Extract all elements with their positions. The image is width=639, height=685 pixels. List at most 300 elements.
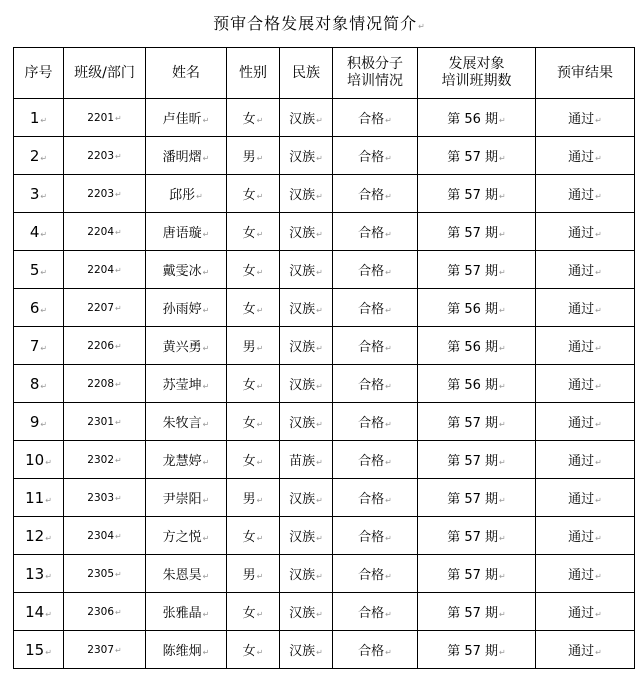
cell-class-dept [64, 593, 146, 631]
cell-index-text: 12 [25, 526, 45, 545]
paragraph-mark-icon: ↵ [202, 230, 210, 239]
paragraph-mark-icon: ↵ [316, 382, 323, 391]
cell-index [14, 213, 64, 251]
cell-candidate-training [418, 175, 536, 213]
paragraph-mark-icon: ↵ [595, 230, 602, 239]
paragraph-mark-icon: ↵ [115, 189, 122, 199]
cell-result [536, 479, 635, 517]
paragraph-mark-icon: ↵ [595, 192, 602, 201]
cell-ethnicity-text: 汉族 [289, 416, 316, 431]
cell-result [536, 517, 635, 555]
cell-ethnicity [280, 99, 333, 137]
paragraph-mark-icon: ↵ [115, 607, 122, 617]
cell-name [146, 479, 227, 517]
paragraph-mark-icon: ↵ [385, 572, 392, 581]
paragraph-mark-icon: ↵ [385, 382, 392, 391]
cell-class-dept [64, 441, 146, 479]
paragraph-mark-icon: ↵ [115, 303, 122, 313]
cell-ethnicity [280, 289, 333, 327]
table-row [14, 479, 635, 517]
cell-name-text: 龙慧婷 [162, 454, 202, 469]
cell-candidate-training [418, 441, 536, 479]
cell-activist-training [333, 213, 418, 251]
paragraph-mark-icon: ↵ [385, 116, 392, 125]
paragraph-mark-icon: ↵ [595, 648, 602, 657]
cell-gender-text: 女 [242, 226, 256, 241]
cell-gender-text: 女 [242, 606, 256, 621]
paragraph-mark-icon: ↵ [499, 154, 506, 163]
cell-activist-training-text: 合格 [358, 492, 385, 507]
table-row [14, 137, 635, 175]
cell-ethnicity-text: 汉族 [289, 150, 316, 165]
cell-name-text: 朱牧言 [162, 416, 202, 431]
cell-result [536, 593, 635, 631]
cell-ethnicity [280, 631, 333, 669]
paragraph-mark-icon: ↵ [499, 496, 506, 505]
cell-activist-training [333, 251, 418, 289]
cell-activist-training-text: 合格 [358, 378, 385, 393]
cell-activist-training [333, 403, 418, 441]
paragraph-mark-icon: ↵ [115, 265, 122, 275]
cell-result-text: 通过 [568, 568, 595, 583]
cell-name-text: 尹崇阳 [162, 492, 202, 507]
cell-class-dept [64, 479, 146, 517]
cell-ethnicity [280, 555, 333, 593]
cell-result [536, 403, 635, 441]
table-row [14, 327, 635, 365]
cell-ethnicity-text: 苗族 [289, 454, 316, 469]
paragraph-mark-icon: ↵ [256, 458, 264, 467]
paragraph-mark-icon: ↵ [385, 420, 392, 429]
paragraph-mark-icon: ↵ [256, 534, 264, 543]
paragraph-mark-icon: ↵ [40, 305, 48, 315]
table-row [14, 555, 635, 593]
paragraph-mark-icon: ↵ [499, 610, 506, 619]
cell-name [146, 365, 227, 403]
paragraph-mark-icon: ↵ [418, 22, 426, 31]
cell-candidate-training-text: 第 57 期 [447, 530, 499, 545]
table-row [14, 631, 635, 669]
table-header-row [14, 48, 635, 99]
paragraph-mark-icon: ↵ [385, 306, 392, 315]
paragraph-mark-icon: ↵ [115, 227, 122, 237]
cell-name-text: 唐语璇 [162, 226, 202, 241]
paragraph-mark-icon: ↵ [499, 306, 506, 315]
cell-result [536, 365, 635, 403]
paragraph-mark-icon: ↵ [316, 610, 323, 619]
cell-candidate-training [418, 555, 536, 593]
cell-candidate-training-text: 第 56 期 [447, 302, 499, 317]
paragraph-mark-icon: ↵ [499, 572, 506, 581]
paragraph-mark-icon: ↵ [499, 268, 506, 277]
cell-candidate-training [418, 327, 536, 365]
cell-candidate-training-text: 第 56 期 [447, 340, 499, 355]
paragraph-mark-icon: ↵ [595, 154, 602, 163]
paragraph-mark-icon: ↵ [499, 458, 506, 467]
cell-class-dept [64, 137, 146, 175]
cell-activist-training-text: 合格 [358, 454, 385, 469]
paragraph-mark-icon: ↵ [385, 648, 392, 657]
paragraph-mark-icon: ↵ [202, 306, 210, 315]
cell-index-text: 10 [25, 450, 45, 469]
cell-result-text: 通过 [568, 150, 595, 165]
cell-class-dept-text: 2201 [87, 111, 115, 124]
cell-index [14, 403, 64, 441]
cell-candidate-training [418, 213, 536, 251]
cell-activist-training-text: 合格 [358, 302, 385, 317]
cell-class-dept [64, 555, 146, 593]
cell-index [14, 555, 64, 593]
cell-name [146, 175, 227, 213]
paragraph-mark-icon: ↵ [256, 382, 264, 391]
cell-gender [227, 441, 280, 479]
cell-candidate-training [418, 251, 536, 289]
cell-activist-training [333, 441, 418, 479]
paragraph-mark-icon: ↵ [45, 609, 52, 619]
paragraph-mark-icon: ↵ [115, 341, 122, 351]
paragraph-mark-icon: ↵ [316, 268, 323, 277]
paragraph-mark-icon: ↵ [202, 420, 210, 429]
cell-candidate-training [418, 365, 536, 403]
cell-class-dept-text: 2302 [87, 453, 115, 466]
cell-ethnicity-text: 汉族 [289, 568, 316, 583]
paragraph-mark-icon: ↵ [115, 645, 122, 655]
cell-name [146, 213, 227, 251]
cell-index-text: 7 [29, 336, 40, 355]
cell-result-text: 通过 [568, 644, 595, 659]
cell-gender [227, 593, 280, 631]
cell-ethnicity [280, 403, 333, 441]
paragraph-mark-icon: ↵ [115, 417, 122, 427]
paragraph-mark-icon: ↵ [316, 306, 323, 315]
paragraph-mark-icon: ↵ [595, 572, 602, 581]
cell-result [536, 251, 635, 289]
header-activist-training: 积极分子 培训情况 [333, 48, 418, 99]
cell-class-dept [64, 289, 146, 327]
cell-gender-text: 女 [242, 188, 256, 203]
paragraph-mark-icon: ↵ [316, 420, 323, 429]
cell-index-text: 14 [25, 602, 45, 621]
cell-ethnicity [280, 479, 333, 517]
cell-name-text: 邱彤 [169, 188, 196, 203]
cell-class-dept [64, 517, 146, 555]
cell-name [146, 99, 227, 137]
cell-name [146, 327, 227, 365]
table-row [14, 175, 635, 213]
paragraph-mark-icon: ↵ [595, 306, 602, 315]
paragraph-mark-icon: ↵ [40, 191, 48, 201]
cell-class-dept-text: 2203 [87, 149, 115, 162]
cell-gender-text: 女 [242, 302, 256, 317]
paragraph-mark-icon: ↵ [45, 457, 52, 467]
cell-gender [227, 365, 280, 403]
cell-index [14, 517, 64, 555]
cell-activist-training [333, 517, 418, 555]
paragraph-mark-icon: ↵ [316, 572, 323, 581]
cell-activist-training [333, 327, 418, 365]
cell-gender [227, 289, 280, 327]
cell-class-dept [64, 631, 146, 669]
cell-name-text: 黄兴勇 [162, 340, 202, 355]
paragraph-mark-icon: ↵ [595, 344, 602, 353]
cell-activist-training-text: 合格 [358, 340, 385, 355]
paragraph-mark-icon: ↵ [595, 610, 602, 619]
cell-candidate-training-text: 第 57 期 [447, 644, 499, 659]
paragraph-mark-icon: ↵ [115, 379, 122, 389]
cell-gender-text: 女 [242, 454, 256, 469]
cell-result [536, 175, 635, 213]
header-candidate-training: 发展对象 培训班期数 [418, 48, 536, 99]
cell-name [146, 441, 227, 479]
cell-ethnicity-text: 汉族 [289, 378, 316, 393]
cell-gender-text: 女 [242, 530, 256, 545]
cell-candidate-training-text: 第 56 期 [447, 112, 499, 127]
cell-class-dept-text: 2304 [87, 529, 115, 542]
cell-index [14, 251, 64, 289]
cell-result-text: 通过 [568, 378, 595, 393]
cell-ethnicity-text: 汉族 [289, 226, 316, 241]
cell-class-dept-text: 2204 [87, 225, 115, 238]
cell-index-text: 9 [29, 412, 40, 431]
cell-ethnicity [280, 213, 333, 251]
paragraph-mark-icon: ↵ [385, 496, 392, 505]
cell-gender-text: 女 [242, 264, 256, 279]
cell-result-text: 通过 [568, 340, 595, 355]
cell-candidate-training [418, 631, 536, 669]
header-index: 序号 [14, 48, 64, 99]
cell-name-text: 戴雯冰 [162, 264, 202, 279]
cell-candidate-training [418, 403, 536, 441]
paragraph-mark-icon: ↵ [256, 116, 264, 125]
paragraph-mark-icon: ↵ [499, 534, 506, 543]
paragraph-mark-icon: ↵ [202, 458, 210, 467]
cell-name [146, 517, 227, 555]
cell-candidate-training-text: 第 57 期 [447, 492, 499, 507]
table-row [14, 365, 635, 403]
cell-index [14, 479, 64, 517]
cell-ethnicity-text: 汉族 [289, 606, 316, 621]
paragraph-mark-icon: ↵ [45, 495, 52, 505]
cell-result [536, 289, 635, 327]
cell-class-dept-text: 2206 [87, 339, 115, 352]
paragraph-mark-icon: ↵ [316, 648, 323, 657]
cell-name-text: 卢佳昕 [162, 112, 202, 127]
cell-candidate-training [418, 289, 536, 327]
cell-result [536, 213, 635, 251]
paragraph-mark-icon: ↵ [385, 344, 392, 353]
cell-class-dept-text: 2203 [87, 187, 115, 200]
cell-activist-training [333, 137, 418, 175]
paragraph-mark-icon: ↵ [316, 154, 323, 163]
cell-result-text: 通过 [568, 454, 595, 469]
cell-result [536, 327, 635, 365]
cell-gender [227, 327, 280, 365]
candidate-table [13, 47, 635, 669]
paragraph-mark-icon: ↵ [316, 230, 323, 239]
cell-ethnicity [280, 251, 333, 289]
paragraph-mark-icon: ↵ [595, 496, 602, 505]
paragraph-mark-icon: ↵ [196, 192, 203, 201]
cell-ethnicity [280, 441, 333, 479]
paragraph-mark-icon: ↵ [202, 496, 210, 505]
cell-ethnicity-text: 汉族 [289, 112, 316, 127]
paragraph-mark-icon: ↵ [316, 192, 323, 201]
paragraph-mark-icon: ↵ [40, 153, 48, 163]
paragraph-mark-icon: ↵ [40, 267, 48, 277]
cell-index [14, 99, 64, 137]
paragraph-mark-icon: ↵ [256, 344, 264, 353]
cell-activist-training-text: 合格 [358, 226, 385, 241]
cell-activist-training-text: 合格 [358, 188, 385, 203]
cell-result-text: 通过 [568, 188, 595, 203]
cell-gender [227, 137, 280, 175]
paragraph-mark-icon: ↵ [115, 531, 122, 541]
cell-ethnicity-text: 汉族 [289, 644, 316, 659]
paragraph-mark-icon: ↵ [256, 496, 264, 505]
document-title-text: 预审合格发展对象情况简介 [213, 14, 418, 33]
paragraph-mark-icon: ↵ [499, 230, 506, 239]
paragraph-mark-icon: ↵ [202, 154, 210, 163]
paragraph-mark-icon: ↵ [256, 154, 264, 163]
paragraph-mark-icon: ↵ [115, 493, 122, 503]
cell-ethnicity-text: 汉族 [289, 188, 316, 203]
paragraph-mark-icon: ↵ [45, 647, 52, 657]
table-row [14, 593, 635, 631]
paragraph-mark-icon: ↵ [499, 382, 506, 391]
paragraph-mark-icon: ↵ [256, 192, 264, 201]
cell-candidate-training-text: 第 57 期 [447, 150, 499, 165]
cell-ethnicity-text: 汉族 [289, 264, 316, 279]
table-row [14, 251, 635, 289]
cell-ethnicity [280, 137, 333, 175]
paragraph-mark-icon: ↵ [595, 534, 602, 543]
paragraph-mark-icon: ↵ [256, 610, 264, 619]
cell-index [14, 365, 64, 403]
cell-index [14, 137, 64, 175]
paragraph-mark-icon: ↵ [40, 419, 48, 429]
cell-class-dept-text: 2204 [87, 263, 115, 276]
paragraph-mark-icon: ↵ [202, 534, 210, 543]
cell-result-text: 通过 [568, 226, 595, 241]
cell-candidate-training [418, 517, 536, 555]
cell-name-text: 方之悦 [162, 530, 202, 545]
cell-candidate-training-text: 第 57 期 [447, 606, 499, 621]
cell-class-dept [64, 403, 146, 441]
cell-ethnicity-text: 汉族 [289, 492, 316, 507]
paragraph-mark-icon: ↵ [115, 569, 122, 579]
cell-index-text: 3 [29, 184, 40, 203]
cell-gender-text: 女 [242, 112, 256, 127]
cell-activist-training [333, 289, 418, 327]
cell-name-text: 潘明熠 [162, 150, 202, 165]
header-class-dept: 班级/部门 [64, 48, 146, 99]
cell-class-dept-text: 2306 [87, 605, 115, 618]
paragraph-mark-icon: ↵ [256, 230, 264, 239]
paragraph-mark-icon: ↵ [499, 344, 506, 353]
paragraph-mark-icon: ↵ [385, 534, 392, 543]
paragraph-mark-icon: ↵ [256, 268, 264, 277]
cell-name [146, 137, 227, 175]
cell-activist-training-text: 合格 [358, 112, 385, 127]
cell-class-dept [64, 175, 146, 213]
cell-activist-training-text: 合格 [358, 150, 385, 165]
table-row [14, 213, 635, 251]
cell-index [14, 175, 64, 213]
paragraph-mark-icon: ↵ [499, 116, 506, 125]
paragraph-mark-icon: ↵ [316, 116, 323, 125]
table-row [14, 289, 635, 327]
cell-result [536, 441, 635, 479]
cell-gender-text: 男 [242, 340, 256, 355]
paragraph-mark-icon: ↵ [202, 268, 210, 277]
cell-ethnicity [280, 593, 333, 631]
paragraph-mark-icon: ↵ [499, 648, 506, 657]
cell-gender-text: 男 [242, 568, 256, 583]
paragraph-mark-icon: ↵ [385, 154, 392, 163]
cell-activist-training [333, 555, 418, 593]
cell-ethnicity-text: 汉族 [289, 530, 316, 545]
cell-gender [227, 175, 280, 213]
cell-name-text: 陈维炯 [162, 644, 202, 659]
paragraph-mark-icon: ↵ [385, 610, 392, 619]
cell-candidate-training-text: 第 57 期 [447, 454, 499, 469]
cell-candidate-training-text: 第 57 期 [447, 568, 499, 583]
cell-class-dept-text: 2305 [87, 567, 115, 580]
cell-index-text: 5 [29, 260, 40, 279]
cell-ethnicity-text: 汉族 [289, 302, 316, 317]
cell-result [536, 99, 635, 137]
cell-gender-text: 女 [242, 644, 256, 659]
paragraph-mark-icon: ↵ [385, 230, 392, 239]
cell-gender [227, 99, 280, 137]
table-row [14, 517, 635, 555]
cell-activist-training-text: 合格 [358, 568, 385, 583]
header-ethnicity: 民族 [280, 48, 333, 99]
cell-gender [227, 517, 280, 555]
cell-result-text: 通过 [568, 530, 595, 545]
cell-name-text: 苏莹坤 [162, 378, 202, 393]
cell-index-text: 1 [29, 108, 40, 127]
paragraph-mark-icon: ↵ [115, 151, 122, 161]
paragraph-mark-icon: ↵ [595, 420, 602, 429]
cell-class-dept-text: 2207 [87, 301, 115, 314]
cell-class-dept-text: 2303 [87, 491, 115, 504]
paragraph-mark-icon: ↵ [256, 572, 264, 581]
cell-gender [227, 479, 280, 517]
paragraph-mark-icon: ↵ [316, 344, 323, 353]
cell-candidate-training [418, 99, 536, 137]
cell-gender [227, 555, 280, 593]
paragraph-mark-icon: ↵ [385, 458, 392, 467]
cell-name [146, 631, 227, 669]
cell-class-dept [64, 327, 146, 365]
paragraph-mark-icon: ↵ [316, 496, 323, 505]
cell-ethnicity [280, 365, 333, 403]
paragraph-mark-icon: ↵ [202, 610, 210, 619]
paragraph-mark-icon: ↵ [256, 648, 264, 657]
paragraph-mark-icon: ↵ [256, 420, 264, 429]
paragraph-mark-icon: ↵ [115, 113, 122, 123]
cell-candidate-training [418, 479, 536, 517]
cell-index-text: 11 [25, 488, 45, 507]
cell-index-text: 6 [29, 298, 40, 317]
paragraph-mark-icon: ↵ [202, 116, 210, 125]
cell-ethnicity-text: 汉族 [289, 340, 316, 355]
cell-candidate-training-text: 第 57 期 [447, 188, 499, 203]
cell-gender [227, 251, 280, 289]
cell-index [14, 441, 64, 479]
cell-name-text: 孙雨婷 [162, 302, 202, 317]
